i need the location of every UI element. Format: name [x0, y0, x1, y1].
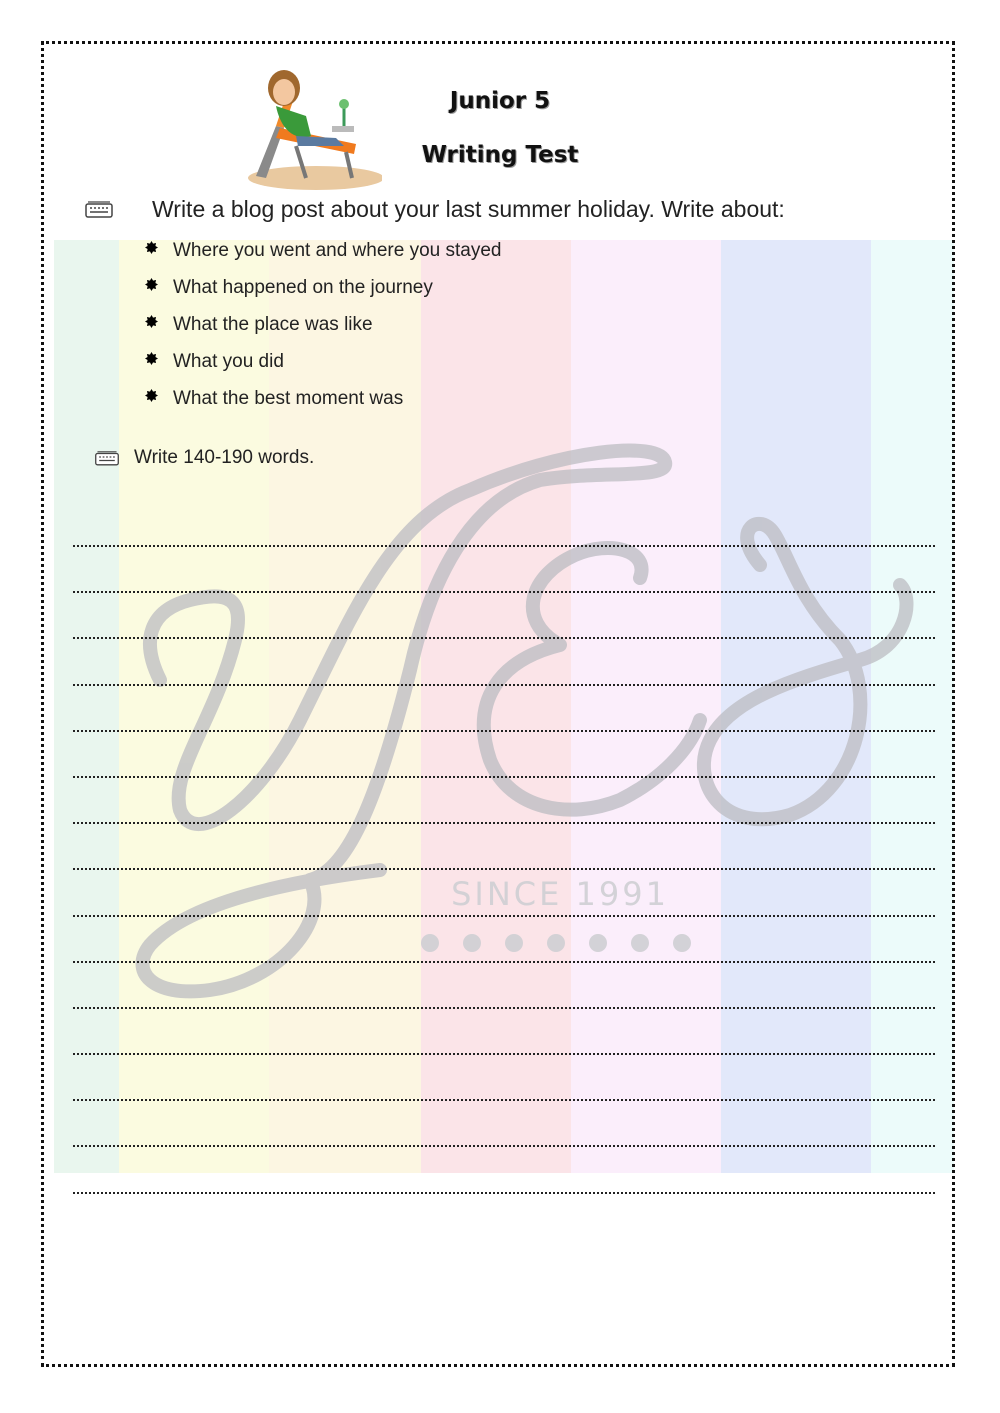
- prompt-text: What the best moment was: [173, 388, 404, 409]
- keyboard-icon: [84, 197, 114, 219]
- answer-line[interactable]: [73, 1099, 935, 1101]
- list-item: [140, 384, 501, 421]
- answer-line[interactable]: [73, 915, 935, 917]
- answer-line[interactable]: [73, 1007, 935, 1009]
- keyboard-icon: [94, 447, 120, 467]
- watermark-text: SINCE 1991: [451, 875, 669, 913]
- star-bullet-icon: [145, 278, 158, 291]
- prompt-text: What you did: [173, 351, 284, 372]
- answer-line[interactable]: [73, 1192, 935, 1194]
- answer-line[interactable]: [73, 822, 935, 824]
- star-bullet-icon: [145, 389, 158, 402]
- word-count-instruction: Write 140-190 words.: [134, 447, 315, 468]
- answer-line[interactable]: [73, 591, 935, 593]
- answer-line[interactable]: [73, 1145, 935, 1147]
- prompt-text: Where you went and where you stayed: [173, 240, 502, 261]
- answer-line[interactable]: [73, 730, 935, 732]
- answer-line[interactable]: [73, 868, 935, 870]
- prompt-text: What happened on the journey: [173, 277, 433, 298]
- answer-line[interactable]: [73, 961, 935, 963]
- task-instruction: Write a blog post about your last summer holiday. Write about:: [152, 196, 785, 222]
- answer-lines: [73, 545, 935, 1238]
- star-bullet-icon: [145, 315, 158, 328]
- level-title: Junior 5: [449, 88, 551, 114]
- prompt-list: [140, 236, 501, 421]
- answer-line[interactable]: [73, 776, 935, 778]
- prompt-text: What the place was like: [173, 314, 373, 335]
- answer-line[interactable]: [73, 637, 935, 639]
- answer-line[interactable]: [73, 545, 935, 547]
- beach-chair-illustration: [236, 66, 382, 194]
- answer-line[interactable]: [73, 684, 935, 686]
- list-item: [140, 347, 501, 384]
- list-item: [140, 236, 501, 273]
- list-item: [140, 310, 501, 347]
- star-bullet-icon: [145, 241, 158, 254]
- answer-line[interactable]: [73, 1053, 935, 1055]
- test-title: Writing Test: [421, 142, 579, 168]
- list-item: [140, 273, 501, 310]
- star-bullet-icon: [145, 352, 158, 365]
